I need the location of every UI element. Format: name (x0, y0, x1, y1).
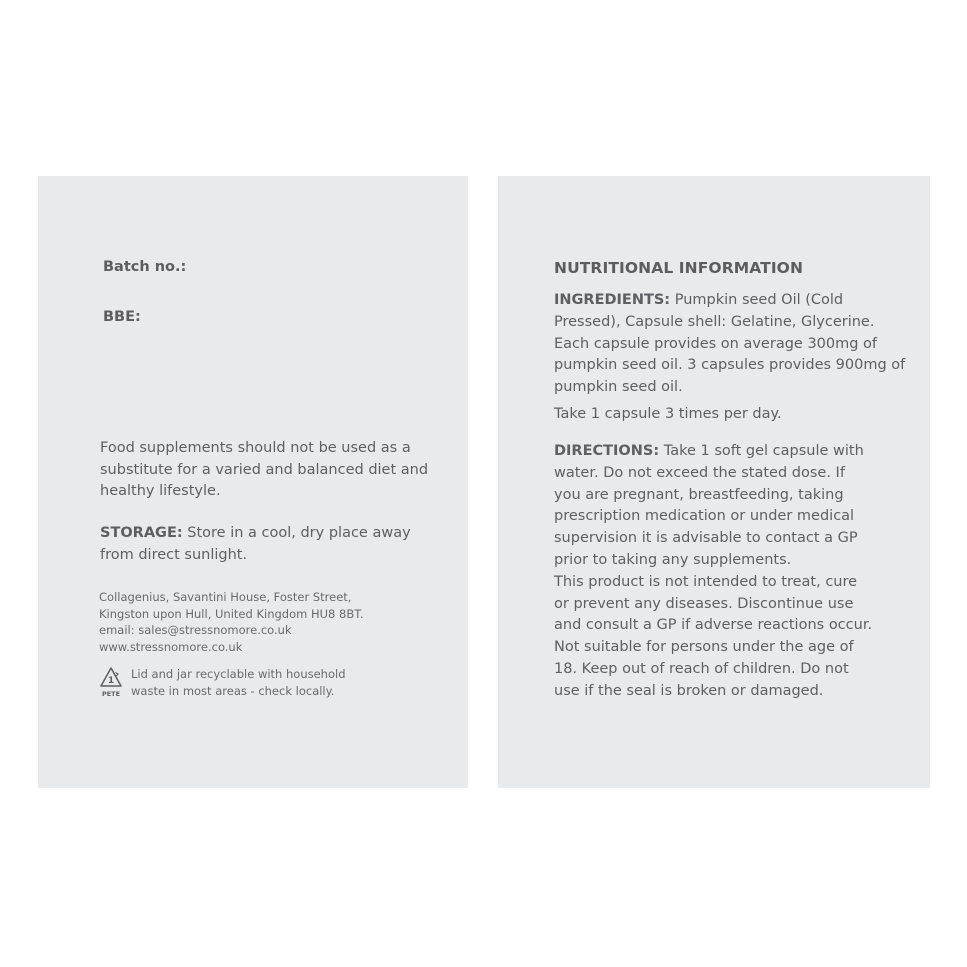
ingredients-text: Pumpkin seed Oil (Cold Pressed), Capsule shell: Gelatine, Glycerine. Each capsule provides on average 300mg of pumpkin seed oil. 3 capsules provides 900mg of pumpkin seed oil. (554, 292, 906, 396)
ingredients-heading: INGREDIENTS: (554, 292, 671, 308)
company-address (99, 589, 364, 655)
email-line: email: sales@stressnomore.co.uk (99, 623, 292, 637)
dosage-text: Take 1 capsule 3 times per day. (554, 406, 782, 422)
directions-line: prior to taking any supplements. (554, 551, 792, 568)
recycle-code: 1 (107, 676, 115, 686)
recycling-notice (99, 666, 419, 702)
directions-line: water. Do not exceed the stated dose. If (554, 464, 845, 481)
directions-heading: DIRECTIONS: (554, 443, 660, 459)
directions-line: Take 1 soft gel capsule with (659, 443, 864, 459)
directions-line: This product is not intended to treat, cure (554, 573, 858, 590)
website-line: www.stressnomore.co.uk (99, 639, 243, 654)
recycle-text-line: Lid and jar recyclable with household (131, 667, 346, 681)
directions-line: use if the seal is broken or damaged. (554, 682, 824, 699)
directions-line: supervision it is advisable to contact a GP (554, 530, 858, 547)
batch-number-label: Batch no.: (103, 259, 187, 275)
directions-line: 18. Keep out of reach of children. Do not (554, 660, 849, 677)
directions-line: Not suitable for persons under the age of (554, 639, 854, 656)
supplement-disclaimer: Food supplements should not be used as a substitute for a varied and balanced diet and healthy lifestyle. (100, 440, 429, 499)
storage-text: Store in a cool, dry place away from direct sunlight. (100, 525, 411, 563)
recycle-material: PETE (101, 690, 121, 698)
ingredients-block (554, 290, 914, 399)
storage-heading: STORAGE: (100, 525, 183, 541)
directions-block (554, 441, 914, 703)
recycle-text-line: waste in most areas - check locally. (131, 683, 335, 698)
recycle-pete-icon (99, 666, 123, 700)
directions-line: you are pregnant, breastfeeding, taking (554, 486, 844, 503)
left-label-panel (38, 176, 468, 788)
right-label-panel (498, 176, 930, 788)
address-line: Collagenius, Savantini House, Foster Street, (99, 590, 352, 604)
directions-line: or prevent any diseases. Discontinue use (554, 595, 854, 612)
address-line: Kingston upon Hull, United Kingdom HU8 8BT. (99, 606, 364, 621)
directions-line: prescription medication or under medical (554, 508, 855, 525)
nutritional-info-title: NUTRITIONAL INFORMATION (554, 259, 804, 277)
directions-line: and consult a GP if adverse reactions occur. (554, 617, 873, 634)
storage-instructions (100, 523, 445, 566)
best-before-label: BBE: (103, 309, 141, 325)
